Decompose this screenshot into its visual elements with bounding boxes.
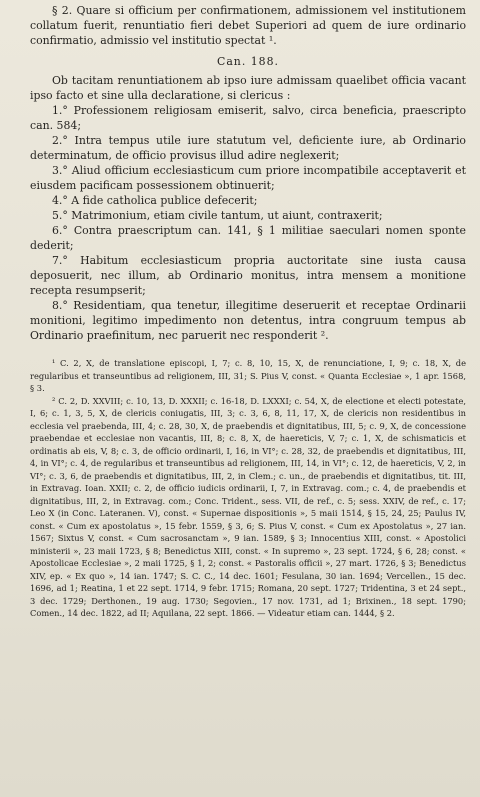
- canon-intro: Ob tacitam renuntiationem ab ipso iure admissam quaelibet officia vacant ipso facto et sine ulla declaratione, si clericus :: [30, 74, 466, 102]
- canon-item-8: 8.° Residentiam, qua tenetur, illegitime deseruerit et receptae Ordinarii monitioni, legitimo impedimento non detentus, intra congruum tempus ab Ordinario praefinitum, nec paruerit nec responderit ².: [30, 299, 466, 342]
- canon-item-4: 4.° A fide catholica publice defecerit;: [52, 194, 258, 207]
- canon-item-5: 5.° Matrimonium, etiam civile tantum, ut aiunt, contraxerit;: [52, 209, 383, 222]
- canon-item-3: 3.° Aliud officium ecclesiasticum cum priore incompatibile acceptaverit et eiusdem pacificam possessionem obtinuerit;: [30, 164, 466, 192]
- footnotes: [30, 357, 466, 620]
- footnote-1: ¹ C. 2, X, de translatione episcopi, I, 7; c. 8, 10, 15, X, de renunciatione, I, 9; c. 18, X, de regularibus et transeuntibus ad religionem, III, 31; S. Pius V, const. « Quanta Ecclesiae », 1 apr. 1568, § 3.: [30, 358, 466, 393]
- canon-text: [30, 3, 466, 343]
- canon-item-2: 2.° Intra tempus utile iure statutum vel, deficiente iure, ab Ordinario determinatum, de officio provisus illud adire neglexerit;: [30, 134, 466, 162]
- canon-item-7: 7.° Habitum ecclesiasticum propria auctoritate sine iusta causa deposuerit, nec illum, ab Ordinario monitus, intra mensem a monitione recepta resumpserit;: [30, 254, 466, 297]
- canon-heading: Can. 188.: [216, 55, 279, 68]
- footnote-2: ² C. 2, D. XXVIII; c. 10, 13, D. XXXII; c. 16-18, D. LXXXI; c. 54, X, de electione et electi potestate, I, 6; c. 1, 3, 5, X, de clericis coniugatis, III, 3; c. 3, 6, 8, 11, 17, X, de clericis non residentibus in ecclesia vel praebenda, III, 4; c. 28, 30, X, de praebendis et dignitatibus, III, 5; c. 9, X, de concessione praebendae et ecclesiae non vacantis, III, 8; c. 8, X, de haereticis, V, 7; c. 1, X, de schismaticis et ordinatis ab eis, V, 8; c. 3, de officio ordinarii, I, 16, in VI°; c. 28, 32, de praebendis et dignitatibus, III, 4, in VI°; c. 4, de regularibus et transeuntibus ad religionem, III, 14, in VI°; c. 12, de haereticis, V, 2, in VI°; c. 3, 6, de praebendis et dignitatibus, III, 2, in Clem.; c. un., de praebendis et dignitatibus, tit. III, in Extravag. Ioan. XXII; c. 2, de officio iudicis ordinarii, I, 7, in Extravag. com.; c. 4, de praebendis et dignitatibus, III, 2, in Extravag. com.; Conc. Trident., sess. VII, de ref., c. 5; sess. XXIV, de ref., c. 17; Leo X (in Conc. Lateranen. V), const. « Supernae dispositionis », 5 maii 1514, § 15, 24, 25; Paulus IV, const. « Cum ex apostolatus », 15 febr. 1559, § 3, 6; S. Pius V, const. « Cum ex Apostolatus », 27 ian. 1567; Sixtus V, const. « Cum sacrosanctam », 9 ian. 1589, § 3; Innocentius XIII, const. « Apostolici ministerii », 23 maii 1723, § 8; Benedictus XIII, const. « In supremo », 23 sept. 1724, § 6, 28; const. « Apostolicae Ecclesiae », 2 maii 1725, § 1, 2; const. « Pastoralis officii », 27 mart. 1726, § 3; Benedictus XIV, ep. « Ex quo », 14 ian. 1747; S. C. C., 14 dec. 1601; Fesulana, 30 ian. 1694; Vercellen., 15 dec. 1696, ad 1; Reatina, 1 et 22 sept. 1714, 9 febr. 1715; Romana, 20 sept. 1727; Tridentina, 3 et 24 sept., 3 dec. 1729; Derthonen., 19 aug. 1730; Segovien., 17 nov. 1731, ad 1; Brixinen., 18 sept. 1790; Comen., 14 dec. 1822, ad II; Aquilana, 22 sept. 1866. — Videatur etiam can. 1444, § 2.: [30, 395, 466, 618]
- canon-item-6: 6.° Contra praescriptum can. 141, § 1 militiae saeculari nomen sponte dederit;: [30, 224, 466, 252]
- paragraph-section-2: § 2. Quare si officium per confirmationem, admissionem vel institutionem collatum fuerit, renuntiatio fieri debet Superiori ad quem de iure ordinario confirmatio, admissio vel institutio spectat ¹.: [30, 4, 466, 47]
- canon-item-1: 1.° Professionem religiosam emiserit, salvo, circa beneficia, praescripto can. 584;: [30, 104, 466, 132]
